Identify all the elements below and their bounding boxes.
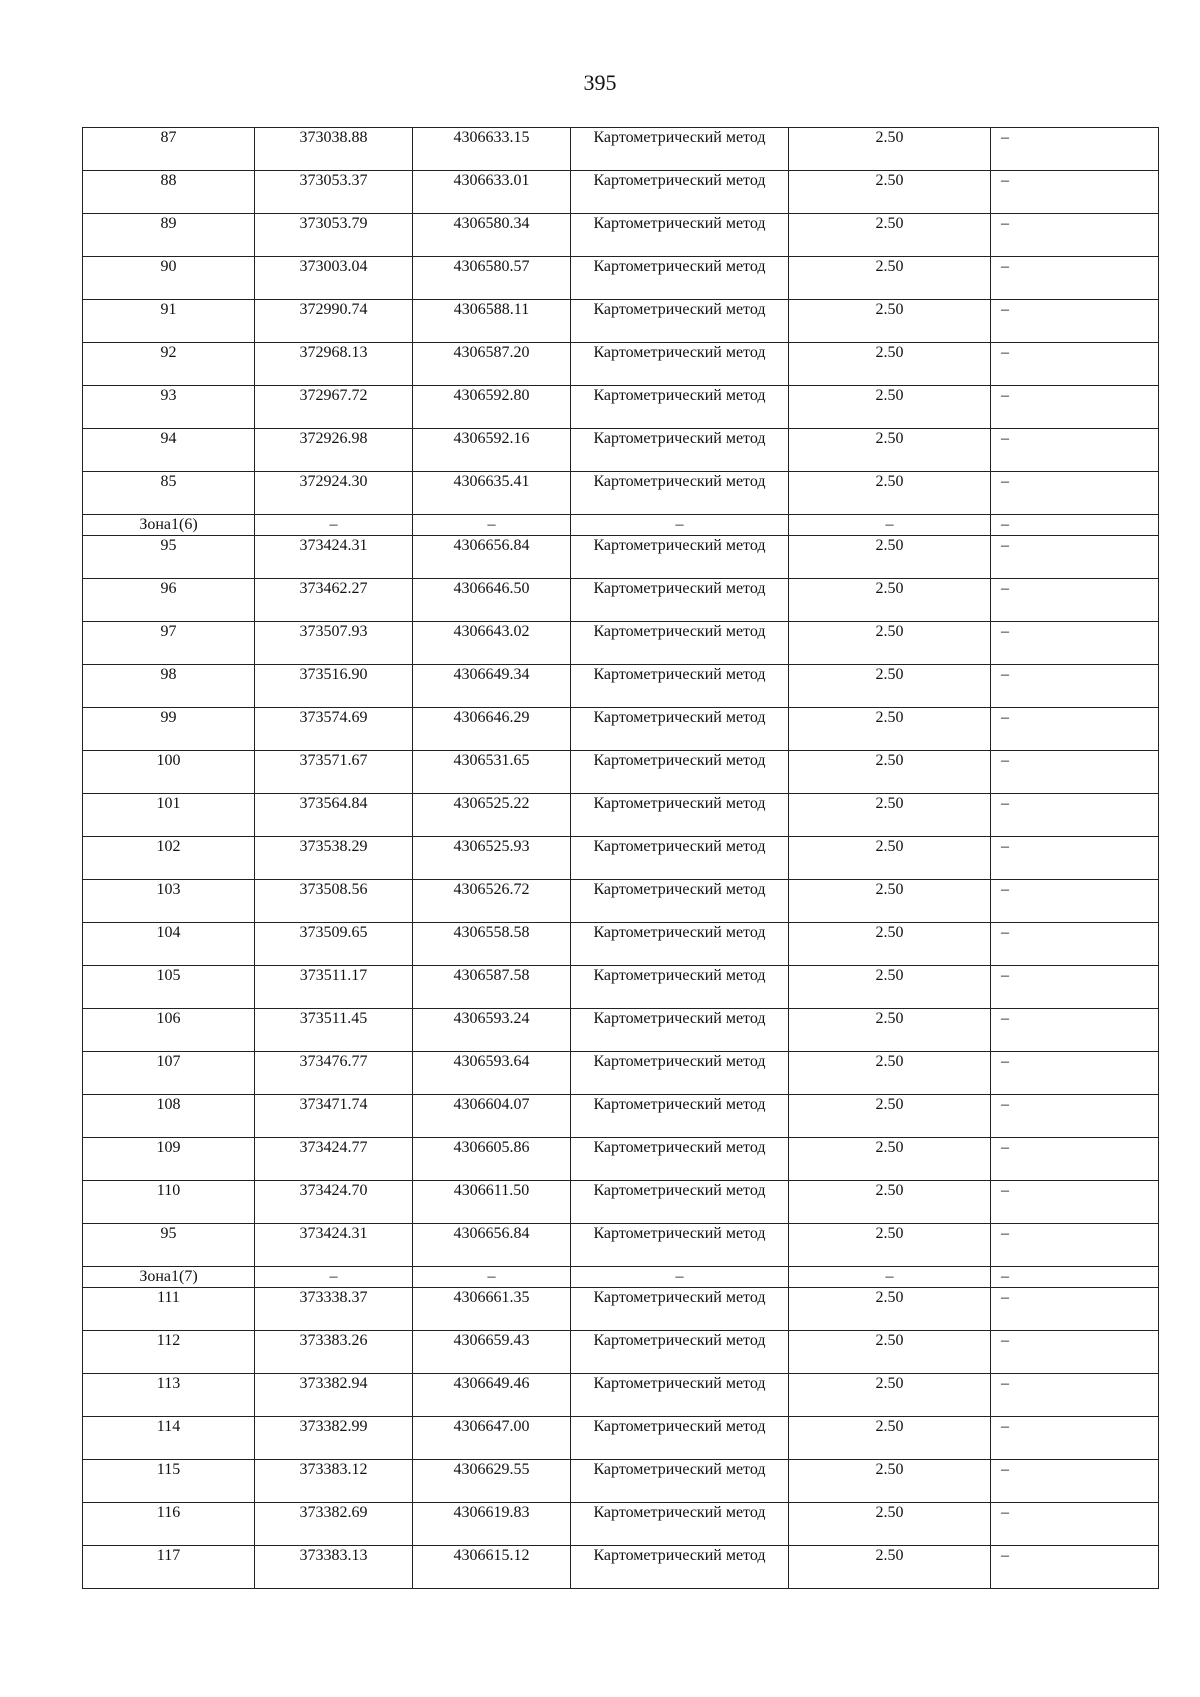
note-cell: – [991, 1224, 1159, 1267]
note-cell: – [991, 794, 1159, 837]
y-coordinate-cell: 4306647.00 [413, 1417, 571, 1460]
x-coordinate-cell: 373424.70 [255, 1181, 413, 1224]
y-coordinate-cell: 4306646.29 [413, 708, 571, 751]
point-number-cell: 101 [83, 794, 255, 837]
y-coordinate-cell: 4306633.01 [413, 171, 571, 214]
point-number-cell: 106 [83, 1009, 255, 1052]
y-coordinate-cell: 4306531.65 [413, 751, 571, 794]
point-number-cell: 87 [83, 128, 255, 171]
y-coordinate-cell: 4306593.64 [413, 1052, 571, 1095]
note-cell: – [991, 429, 1159, 472]
method-cell: Картометрический метод [571, 1546, 789, 1589]
x-coordinate-cell: 373509.65 [255, 923, 413, 966]
note-cell: – [991, 386, 1159, 429]
method-cell: – [571, 1267, 789, 1288]
zone-header-row [83, 1267, 1159, 1288]
accuracy-cell: 2.50 [789, 751, 991, 794]
method-cell: Картометрический метод [571, 1460, 789, 1503]
note-cell: – [991, 622, 1159, 665]
table-row [83, 794, 1159, 837]
table-row [83, 1095, 1159, 1138]
point-number-cell: 96 [83, 579, 255, 622]
note-cell: – [991, 515, 1159, 536]
note-cell: – [991, 1417, 1159, 1460]
y-coordinate-cell: 4306604.07 [413, 1095, 571, 1138]
y-coordinate-cell: 4306656.84 [413, 536, 571, 579]
method-cell: Картометрический метод [571, 1503, 789, 1546]
y-coordinate-cell: 4306526.72 [413, 880, 571, 923]
point-number-cell: Зона1(7) [83, 1267, 255, 1288]
table-row [83, 214, 1159, 257]
method-cell: Картометрический метод [571, 665, 789, 708]
method-cell: Картометрический метод [571, 300, 789, 343]
method-cell: Картометрический метод [571, 837, 789, 880]
table-row [83, 300, 1159, 343]
point-number-cell: 108 [83, 1095, 255, 1138]
y-coordinate-cell: 4306580.57 [413, 257, 571, 300]
table-row [83, 257, 1159, 300]
x-coordinate-cell: 373564.84 [255, 794, 413, 837]
accuracy-cell: 2.50 [789, 128, 991, 171]
x-coordinate-cell: 373516.90 [255, 665, 413, 708]
note-cell: – [991, 1138, 1159, 1181]
note-cell: – [991, 171, 1159, 214]
note-cell: – [991, 1503, 1159, 1546]
table-row [83, 665, 1159, 708]
y-coordinate-cell: 4306619.83 [413, 1503, 571, 1546]
y-coordinate-cell: 4306649.46 [413, 1374, 571, 1417]
y-coordinate-cell: 4306593.24 [413, 1009, 571, 1052]
y-coordinate-cell: 4306580.34 [413, 214, 571, 257]
table-row [83, 1288, 1159, 1331]
y-coordinate-cell: 4306629.55 [413, 1460, 571, 1503]
table-row [83, 1503, 1159, 1546]
x-coordinate-cell: 373574.69 [255, 708, 413, 751]
method-cell: Картометрический метод [571, 343, 789, 386]
note-cell: – [991, 837, 1159, 880]
accuracy-cell: 2.50 [789, 923, 991, 966]
y-coordinate-cell: – [413, 1267, 571, 1288]
accuracy-cell: 2.50 [789, 1374, 991, 1417]
accuracy-cell: – [789, 515, 991, 536]
point-number-cell: 117 [83, 1546, 255, 1589]
x-coordinate-cell: 373424.77 [255, 1138, 413, 1181]
point-number-cell: 100 [83, 751, 255, 794]
table-row [83, 1331, 1159, 1374]
x-coordinate-cell: 373038.88 [255, 128, 413, 171]
method-cell: Картометрический метод [571, 429, 789, 472]
table-row [83, 1374, 1159, 1417]
method-cell: Картометрический метод [571, 214, 789, 257]
table-row [83, 1052, 1159, 1095]
accuracy-cell: 2.50 [789, 1009, 991, 1052]
method-cell: Картометрический метод [571, 257, 789, 300]
note-cell: – [991, 880, 1159, 923]
table-row [83, 708, 1159, 751]
x-coordinate-cell: 373383.26 [255, 1331, 413, 1374]
note-cell: – [991, 579, 1159, 622]
y-coordinate-cell: 4306633.15 [413, 128, 571, 171]
x-coordinate-cell: 373053.37 [255, 171, 413, 214]
note-cell: – [991, 966, 1159, 1009]
note-cell: – [991, 536, 1159, 579]
accuracy-cell: 2.50 [789, 1417, 991, 1460]
method-cell: Картометрический метод [571, 128, 789, 171]
method-cell: Картометрический метод [571, 794, 789, 837]
accuracy-cell: 2.50 [789, 536, 991, 579]
method-cell: Картометрический метод [571, 1138, 789, 1181]
note-cell: – [991, 1009, 1159, 1052]
point-number-cell: 99 [83, 708, 255, 751]
table-row [83, 386, 1159, 429]
accuracy-cell: 2.50 [789, 622, 991, 665]
note-cell: – [991, 472, 1159, 515]
x-coordinate-cell: 373538.29 [255, 837, 413, 880]
table-row [83, 1224, 1159, 1267]
y-coordinate-cell: 4306649.34 [413, 665, 571, 708]
note-cell: – [991, 1460, 1159, 1503]
accuracy-cell: 2.50 [789, 1138, 991, 1181]
page-number: 395 [583, 70, 617, 95]
point-number-cell: 90 [83, 257, 255, 300]
table-row [83, 1138, 1159, 1181]
x-coordinate-cell: 372924.30 [255, 472, 413, 515]
table-row [83, 1546, 1159, 1589]
y-coordinate-cell: 4306592.16 [413, 429, 571, 472]
x-coordinate-cell: 373462.27 [255, 579, 413, 622]
note-cell: – [991, 1288, 1159, 1331]
y-coordinate-cell: 4306605.86 [413, 1138, 571, 1181]
point-number-cell: 110 [83, 1181, 255, 1224]
point-number-cell: 92 [83, 343, 255, 386]
accuracy-cell: 2.50 [789, 794, 991, 837]
method-cell: Картометрический метод [571, 1052, 789, 1095]
table-row [83, 1460, 1159, 1503]
y-coordinate-cell: 4306592.80 [413, 386, 571, 429]
accuracy-cell: 2.50 [789, 343, 991, 386]
point-number-cell: 102 [83, 837, 255, 880]
x-coordinate-cell: 373382.99 [255, 1417, 413, 1460]
note-cell: – [991, 751, 1159, 794]
accuracy-cell: 2.50 [789, 966, 991, 1009]
x-coordinate-cell: 373053.79 [255, 214, 413, 257]
x-coordinate-cell: 373511.17 [255, 966, 413, 1009]
point-number-cell: 97 [83, 622, 255, 665]
x-coordinate-cell: 373424.31 [255, 536, 413, 579]
note-cell: – [991, 1095, 1159, 1138]
accuracy-cell: 2.50 [789, 1288, 991, 1331]
table-row [83, 880, 1159, 923]
x-coordinate-cell: 373571.67 [255, 751, 413, 794]
method-cell: Картометрический метод [571, 579, 789, 622]
y-coordinate-cell: 4306525.93 [413, 837, 571, 880]
point-number-cell: 85 [83, 472, 255, 515]
x-coordinate-cell: – [255, 515, 413, 536]
point-number-cell: 113 [83, 1374, 255, 1417]
x-coordinate-cell: – [255, 1267, 413, 1288]
note-cell: – [991, 1546, 1159, 1589]
table-row [83, 966, 1159, 1009]
accuracy-cell: 2.50 [789, 300, 991, 343]
table-row [83, 751, 1159, 794]
point-number-cell: 88 [83, 171, 255, 214]
method-cell: Картометрический метод [571, 622, 789, 665]
x-coordinate-cell: 373382.94 [255, 1374, 413, 1417]
note-cell: – [991, 1374, 1159, 1417]
point-number-cell: 103 [83, 880, 255, 923]
accuracy-cell: 2.50 [789, 880, 991, 923]
method-cell: Картометрический метод [571, 386, 789, 429]
point-number-cell: 107 [83, 1052, 255, 1095]
accuracy-cell: 2.50 [789, 708, 991, 751]
point-number-cell: 89 [83, 214, 255, 257]
point-number-cell: 115 [83, 1460, 255, 1503]
x-coordinate-cell: 373508.56 [255, 880, 413, 923]
point-number-cell: 91 [83, 300, 255, 343]
x-coordinate-cell: 372968.13 [255, 343, 413, 386]
y-coordinate-cell: 4306656.84 [413, 1224, 571, 1267]
method-cell: Картометрический метод [571, 472, 789, 515]
x-coordinate-cell: 373511.45 [255, 1009, 413, 1052]
method-cell: Картометрический метод [571, 1009, 789, 1052]
y-coordinate-cell: 4306587.58 [413, 966, 571, 1009]
accuracy-cell: 2.50 [789, 472, 991, 515]
accuracy-cell: 2.50 [789, 1460, 991, 1503]
accuracy-cell: 2.50 [789, 1546, 991, 1589]
accuracy-cell: 2.50 [789, 214, 991, 257]
accuracy-cell: 2.50 [789, 579, 991, 622]
note-cell: – [991, 923, 1159, 966]
y-coordinate-cell: 4306659.43 [413, 1331, 571, 1374]
method-cell: Картометрический метод [571, 1331, 789, 1374]
point-number-cell: 93 [83, 386, 255, 429]
accuracy-cell: 2.50 [789, 837, 991, 880]
method-cell: Картометрический метод [571, 1181, 789, 1224]
y-coordinate-cell: 4306525.22 [413, 794, 571, 837]
note-cell: – [991, 257, 1159, 300]
coordinates-table-body [83, 128, 1159, 1589]
point-number-cell: 109 [83, 1138, 255, 1181]
note-cell: – [991, 214, 1159, 257]
accuracy-cell: 2.50 [789, 429, 991, 472]
method-cell: Картометрический метод [571, 708, 789, 751]
x-coordinate-cell: 373471.74 [255, 1095, 413, 1138]
accuracy-cell: 2.50 [789, 1181, 991, 1224]
x-coordinate-cell: 373338.37 [255, 1288, 413, 1331]
table-row [83, 923, 1159, 966]
x-coordinate-cell: 373383.13 [255, 1546, 413, 1589]
x-coordinate-cell: 372990.74 [255, 300, 413, 343]
table-row [83, 1009, 1159, 1052]
accuracy-cell: 2.50 [789, 386, 991, 429]
x-coordinate-cell: 373424.31 [255, 1224, 413, 1267]
table-row [83, 472, 1159, 515]
x-coordinate-cell: 373003.04 [255, 257, 413, 300]
method-cell: – [571, 515, 789, 536]
table-row [83, 837, 1159, 880]
note-cell: – [991, 708, 1159, 751]
table-row [83, 429, 1159, 472]
accuracy-cell: 2.50 [789, 1503, 991, 1546]
accuracy-cell: 2.50 [789, 665, 991, 708]
coordinates-table [82, 127, 1159, 1589]
y-coordinate-cell: 4306588.11 [413, 300, 571, 343]
table-row [83, 536, 1159, 579]
table-row [83, 579, 1159, 622]
x-coordinate-cell: 372926.98 [255, 429, 413, 472]
accuracy-cell: 2.50 [789, 1224, 991, 1267]
y-coordinate-cell: 4306615.12 [413, 1546, 571, 1589]
method-cell: Картометрический метод [571, 171, 789, 214]
point-number-cell: 114 [83, 1417, 255, 1460]
x-coordinate-cell: 373507.93 [255, 622, 413, 665]
table-row [83, 343, 1159, 386]
point-number-cell: 95 [83, 1224, 255, 1267]
point-number-cell: 104 [83, 923, 255, 966]
method-cell: Картометрический метод [571, 1224, 789, 1267]
y-coordinate-cell: 4306558.58 [413, 923, 571, 966]
method-cell: Картометрический метод [571, 751, 789, 794]
y-coordinate-cell: 4306661.35 [413, 1288, 571, 1331]
y-coordinate-cell: 4306635.41 [413, 472, 571, 515]
accuracy-cell: 2.50 [789, 171, 991, 214]
accuracy-cell: – [789, 1267, 991, 1288]
zone-header-row [83, 515, 1159, 536]
table-row [83, 128, 1159, 171]
y-coordinate-cell: 4306611.50 [413, 1181, 571, 1224]
method-cell: Картометрический метод [571, 1288, 789, 1331]
table-row [83, 1417, 1159, 1460]
method-cell: Картометрический метод [571, 536, 789, 579]
x-coordinate-cell: 373382.69 [255, 1503, 413, 1546]
note-cell: – [991, 1331, 1159, 1374]
y-coordinate-cell: 4306587.20 [413, 343, 571, 386]
table-row [83, 1181, 1159, 1224]
y-coordinate-cell: 4306646.50 [413, 579, 571, 622]
method-cell: Картометрический метод [571, 1417, 789, 1460]
accuracy-cell: 2.50 [789, 1095, 991, 1138]
x-coordinate-cell: 372967.72 [255, 386, 413, 429]
point-number-cell: 94 [83, 429, 255, 472]
y-coordinate-cell: 4306643.02 [413, 622, 571, 665]
note-cell: – [991, 1181, 1159, 1224]
method-cell: Картометрический метод [571, 966, 789, 1009]
note-cell: – [991, 343, 1159, 386]
table-row [83, 171, 1159, 214]
x-coordinate-cell: 373476.77 [255, 1052, 413, 1095]
point-number-cell: 105 [83, 966, 255, 1009]
point-number-cell: 116 [83, 1503, 255, 1546]
note-cell: – [991, 1052, 1159, 1095]
method-cell: Картометрический метод [571, 880, 789, 923]
point-number-cell: 98 [83, 665, 255, 708]
method-cell: Картометрический метод [571, 923, 789, 966]
point-number-cell: 95 [83, 536, 255, 579]
point-number-cell: Зона1(6) [83, 515, 255, 536]
note-cell: – [991, 1267, 1159, 1288]
note-cell: – [991, 665, 1159, 708]
accuracy-cell: 2.50 [789, 1052, 991, 1095]
x-coordinate-cell: 373383.12 [255, 1460, 413, 1503]
method-cell: Картометрический метод [571, 1095, 789, 1138]
point-number-cell: 111 [83, 1288, 255, 1331]
accuracy-cell: 2.50 [789, 257, 991, 300]
accuracy-cell: 2.50 [789, 1331, 991, 1374]
point-number-cell: 112 [83, 1331, 255, 1374]
y-coordinate-cell: – [413, 515, 571, 536]
method-cell: Картометрический метод [571, 1374, 789, 1417]
note-cell: – [991, 300, 1159, 343]
table-row [83, 622, 1159, 665]
note-cell: – [991, 128, 1159, 171]
